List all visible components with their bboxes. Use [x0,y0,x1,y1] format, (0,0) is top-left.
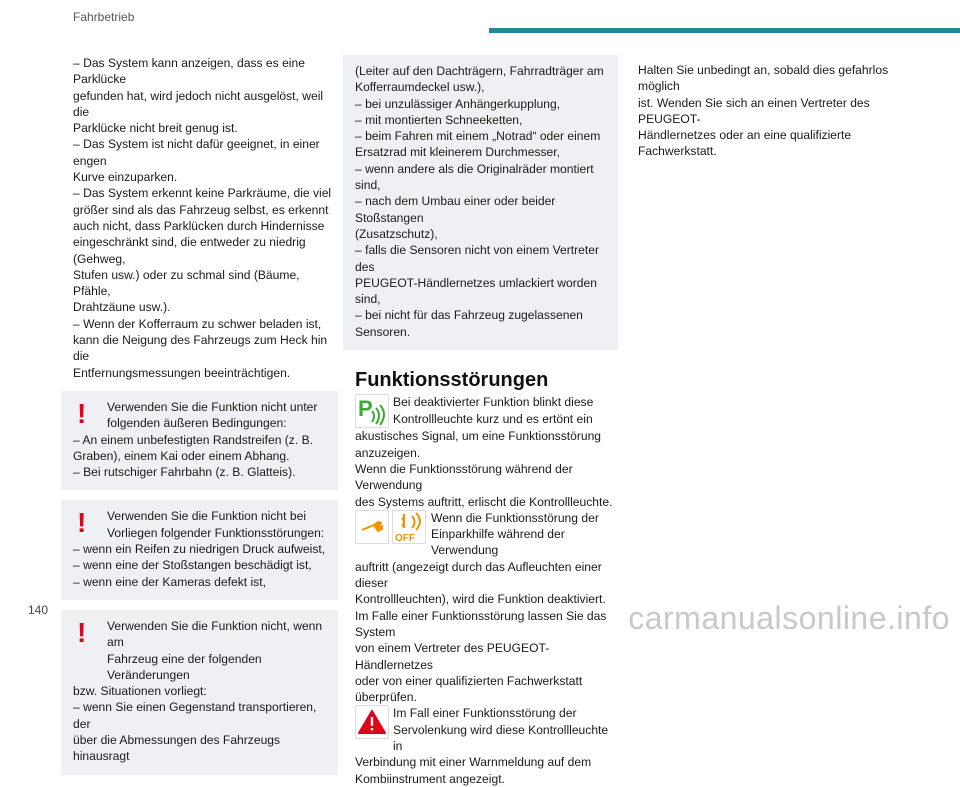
alert-triangle-icon [355,705,389,739]
text-line: – bei nicht für das Fahrzeug zugelassenen [355,308,583,323]
text-line: – Wenn der Kofferraum zu schwer beladen ist, [73,316,322,331]
wrench-icon [355,510,389,544]
text-line: – Das System kann anzeigen, dass es eine Parklücke [73,56,305,87]
text-line: Kontrollleuchten), wird die Funktion deaktiviert. [355,592,606,607]
malfunction-icons-group [355,510,427,544]
text-line: oder von einer qualifizierten Fachwerkstatt überprüfen. [355,673,583,705]
malfunction-block-3 [355,705,618,786]
text-line: – beim Fahren mit einem „Notrad“ oder einem [355,129,601,144]
text-line: – nach dem Umbau einer oder beider Stoßstangen [355,194,556,225]
text-line: – Bei rutschiger Fahrbahn (z. B. Glatteis). [73,465,296,480]
text-line: Graben), einem Kai oder einem Abhang. [73,448,290,463]
text-line: Bei deaktivierter Funktion blinkt diese [393,395,594,410]
text-line: – wenn ein Reifen zu niedrigen Druck aufweist, [73,542,326,557]
text-line: (Leiter auf den Dachträgern, Fahrradträger am [355,64,604,78]
text-line: Im Falle einer Funktionsstörung lassen Sie das System [355,608,607,639]
text-line: Einparkhilfe während der Verwendung [431,527,565,558]
text-line: Kombiinstrument angezeigt. [355,771,505,786]
header-accent-bar [489,28,960,33]
park-assist-warning-icon [355,394,389,428]
text-line: akustisches Signal, um eine Funktionsstörung [355,429,602,444]
text-line: – wenn eine der Kameras defekt ist, [73,574,266,589]
text-line: – falls die Sensoren nicht von einem Vertreter des [355,243,600,274]
text-line: Halten Sie unbedingt an, sobald dies gefahrlos möglich [638,63,889,94]
text-line: des Systems auftritt, erlischt die Kontrollleuchte. [355,494,613,509]
text-line: Händlernetzes oder an eine qualifizierte Fachwerkstatt. [638,128,852,159]
text-line: über die Abmessungen des Fahrzeugs hinausragt [73,732,281,764]
text-line: Kontrollleuchte kurz und es ertönt ein [393,411,593,426]
text-line: von einem Vertreter des PEUGEOT-Händlernetzes [355,641,550,672]
warning-box-malfunctions [61,500,338,599]
column-1 [73,55,338,775]
text-line: kann die Neigung des Fahrzeugs zum Heck hin die [73,333,328,364]
text-line: Parklücke nicht breit genug ist. [73,121,238,136]
text-line: (Zusatzschutz), [355,226,438,241]
text-line: Entfernungsmessungen beeinträchtigen. [73,365,291,380]
text-line: Stufen usw.) oder zu schmal sind (Bäume, Pfähle, [73,267,300,299]
text-line: Verwenden Sie die Funktion nicht bei [107,509,307,524]
text-line: Vorliegen folgender Funktionsstörungen: [107,525,325,540]
text-line: ist. Wenden Sie sich an einen Vertreter des PEUGEOT- [638,95,870,126]
malfunction-block-1 [355,394,618,509]
section-heading: Funktionsstörungen [355,369,549,392]
text-line: Drahtzäune usw.). [73,300,171,315]
text-line: auch nicht, dass Parklücken durch Hindernisse [73,218,325,233]
watermark: carmanualsonline.info [628,600,950,636]
running-header: Fahrbetrieb [73,10,135,24]
text-line: Im Fall einer Funktionsstörung der [393,706,577,721]
text-line: – wenn eine der Stoßstangen beschädigt ist, [73,558,312,573]
text-line: Servolenkung wird diese Kontrollleuchte in [393,722,609,753]
text-line: bzw. Situationen vorliegt: [73,684,207,699]
text-line: Kurve einzuparken. [73,170,178,185]
text-line: – Das System erkennt keine Parkräume, die viel [73,186,332,201]
text-line: Verbindung mit einer Warnmeldung auf dem [355,755,592,770]
text-line: Wenn die Funktionsstörung während der Verwendung [355,461,573,493]
text-line: PEUGEOT-Händlernetzes umlackiert worden sind, [355,275,597,307]
text-line: – mit montierten Schneeketten, [355,112,523,127]
text-line: – wenn Sie einen Gegenstand transportieren, der [73,700,317,731]
text-line: Ersatzrad mit kleinerem Durchmesser, [355,145,560,160]
text-line: – Das System ist nicht dafür geeignet, in einer engen [73,137,320,168]
text-line: Fahrzeug eine der folgenden Veränderungen [107,651,262,682]
text-line: – wenn andere als die Originalräder montiert sind, [355,161,594,193]
warning-box-conditions [61,391,338,490]
warning-box-modifications [61,610,338,775]
text-line: Wenn die Funktionsstörung der [431,510,599,525]
warning-box-continued [343,55,618,350]
off-label: OFF [395,532,415,544]
text-line: folgenden äußeren Bedingungen: [107,416,287,431]
page-number: 140 [28,603,49,617]
column-2 [355,55,618,787]
text-line: auftritt (angezeigt durch das Aufleuchten einer dieser [355,559,602,591]
warning-exclamation-icon: ! [77,397,87,429]
warning-exclamation-icon: ! [77,507,87,539]
column-3 [638,62,908,160]
text-line: – bei unzulässiger Anhängerkupplung, [355,96,561,111]
malfunction-block-2 [355,510,618,706]
text-line: größer sind als das Fahrzeug selbst, es erkennt [73,202,329,217]
text-line: eingeschränkt sind, die entweder zu niedrig (Gehweg, [73,235,306,266]
text-line: Sensoren. [355,324,411,339]
text-line: Kofferraumdeckel usw.), [355,80,485,95]
text-line: Verwenden Sie die Funktion nicht unter [107,399,318,414]
warning-exclamation-icon: ! [77,616,87,648]
text-line: Verwenden Sie die Funktion nicht, wenn am [107,618,323,650]
text-line: anzuzeigen. [355,445,421,460]
park-assist-letter: P [358,396,373,422]
text-line: gefunden hat, wird jedoch nicht ausgelöst, weil die [73,88,324,119]
text-line: – An einem unbefestigten Randstreifen (z. B. [73,432,314,447]
park-assist-off-icon [392,510,426,544]
